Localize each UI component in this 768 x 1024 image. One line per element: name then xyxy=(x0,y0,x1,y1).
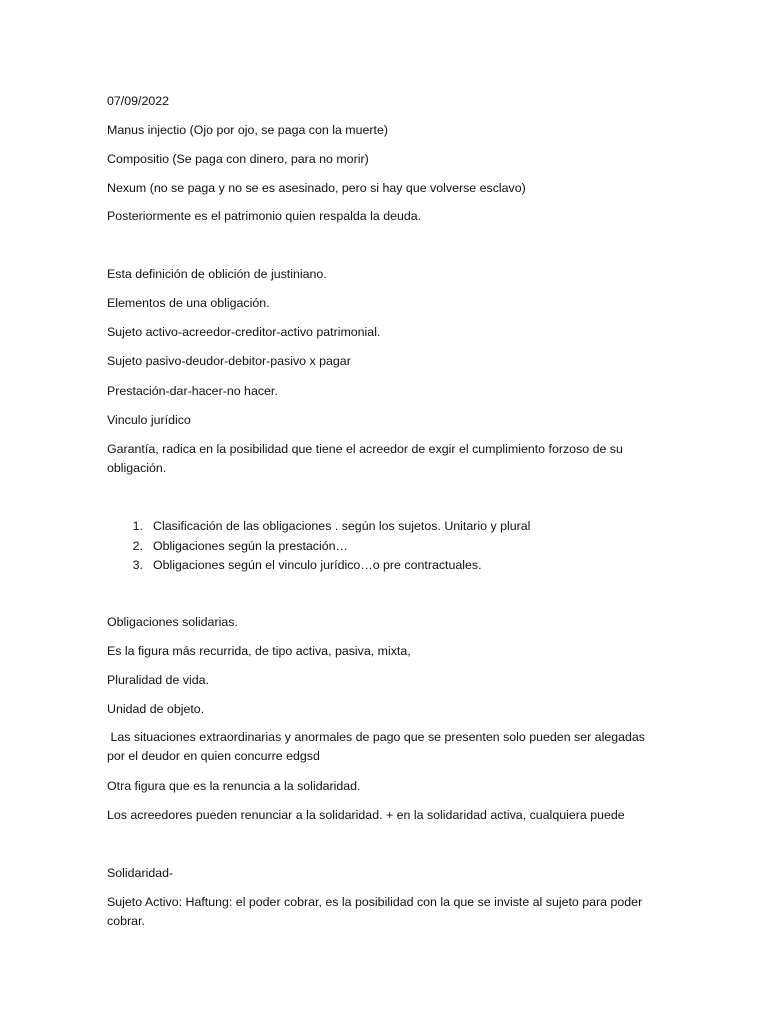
paragraph-elementos: Elementos de una obligación. xyxy=(107,296,270,310)
list-item-number: 2. xyxy=(132,538,143,553)
paragraph-vinculo: Vinculo jurídico xyxy=(107,413,191,427)
list-item-text: Clasificación de las obligaciones . según los sujetos. Unitario y plural xyxy=(153,519,531,533)
paragraph-definicion: Esta definición de oblición de justiniano. xyxy=(107,267,327,281)
document-date: 07/09/2022 xyxy=(107,94,170,108)
list-item-text: Obligaciones según el vinculo jurídico…o pre contractuales. xyxy=(153,558,482,572)
paragraph-sujeto-pasivo: Sujeto pasivo-deudor-debitor-pasivo x pagar xyxy=(107,354,351,368)
paragraph-posteriormente: Posteriormente es el patrimonio quien respalda la deuda. xyxy=(107,209,422,223)
paragraph-otra-figura: Otra figura que es la renuncia a la solidaridad. xyxy=(107,779,361,793)
list-item-number: 1. xyxy=(132,519,143,533)
list-item-number: 3. xyxy=(132,558,143,572)
paragraph-sujeto-activo: Sujeto activo-acreedor-creditor-activo patrimonial. xyxy=(107,325,381,339)
paragraph-solidaridad: Solidaridad- xyxy=(107,866,174,880)
paragraph-unidad: Unidad de objeto. xyxy=(107,702,205,716)
paragraph-pluralidad: Pluralidad de vida. xyxy=(107,673,209,687)
paragraph-situaciones: Las situaciones extraordinarias y anormales de pago que se presenten solo pueden ser alegadas por el deudor en quien concurre edgsd xyxy=(107,730,649,763)
paragraph-obligaciones-solidarias: Obligaciones solidarias. xyxy=(107,615,238,629)
paragraph-figura: Es la figura más recurrida, de tipo activa, pasiva, mixta, xyxy=(107,644,411,658)
list-item-text: Obligaciones según la prestación… xyxy=(153,538,348,553)
paragraph-nexum: Nexum (no se paga y no se es asesinado, pero si hay que volverse esclavo) xyxy=(107,181,526,195)
paragraph-garantia: Garantía, radica en la posibilidad que tiene el acreedor de exgir el cumplimiento forzoso de su obligación. xyxy=(107,442,623,475)
paragraph-manus-injectio: Manus injectio (Ojo por ojo, se paga con la muerte) xyxy=(107,123,388,137)
paragraph-prestacion: Prestación-dar-hacer-no hacer. xyxy=(107,384,278,398)
paragraph-compositio: Compositio (Se paga con dinero, para no morir) xyxy=(107,152,369,166)
paragraph-acreedores: Los acreedores pueden renunciar a la solidaridad. + en la solidaridad activa, cualquiera puede xyxy=(107,808,625,822)
paragraph-sujeto-activo-haftung: Sujeto Activo: Haftung: el poder cobrar, es la posibilidad con la que se inviste al sujeto para poder cobrar. xyxy=(107,895,643,928)
